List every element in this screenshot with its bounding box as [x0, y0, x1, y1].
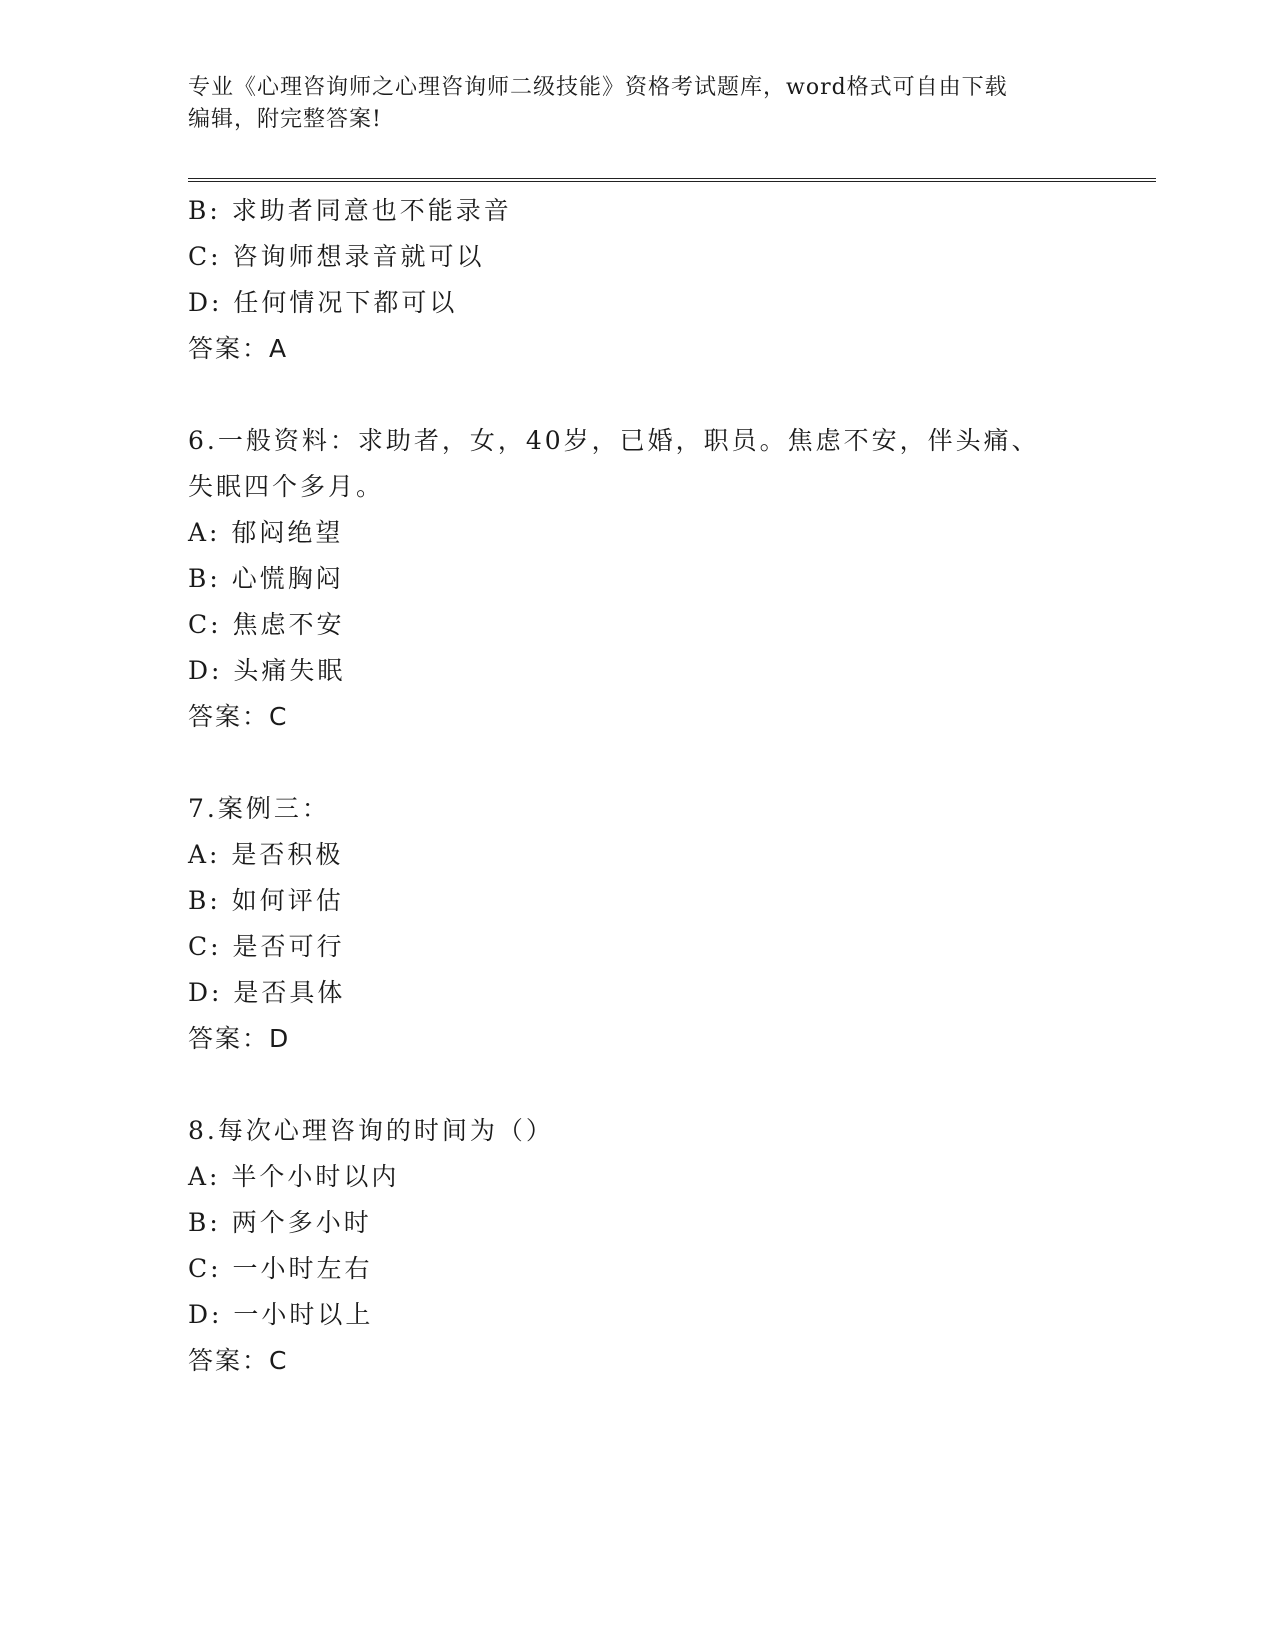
option-d: D: 头痛失眠 — [188, 656, 346, 685]
spacer — [188, 372, 1088, 418]
question-stem-continued: 失眠四个多月。 — [188, 472, 385, 501]
option-b: B: 求助者同意也不能录音 — [188, 196, 512, 225]
answer: 答案：D — [188, 1024, 291, 1053]
answer: 答案：C — [188, 1346, 289, 1375]
question-5-tail — [188, 188, 1088, 372]
option-c: C: 咨询师想录音就可以 — [188, 242, 485, 271]
answer: 答案：A — [188, 334, 289, 363]
option-d: D: 一小时以上 — [188, 1300, 374, 1329]
question-list — [188, 188, 1088, 1384]
header-line-2: 编辑，附完整答案! — [188, 107, 382, 132]
option-b: B: 如何评估 — [188, 886, 344, 915]
question-7 — [188, 786, 1088, 1062]
document-header — [188, 72, 1088, 136]
option-d: D: 是否具体 — [188, 978, 346, 1007]
option-d: D: 任何情况下都可以 — [188, 288, 458, 317]
question-6 — [188, 418, 1088, 740]
spacer — [188, 1062, 1088, 1108]
option-b: B: 两个多小时 — [188, 1208, 372, 1237]
header-line-1: 专业《心理咨询师之心理咨询师二级技能》资格考试题库，word格式可自由下载 — [188, 75, 1008, 100]
question-stem: 8.每次心理咨询的时间为（） — [188, 1116, 554, 1145]
option-a: A: 是否积极 — [188, 840, 344, 869]
spacer — [188, 740, 1088, 786]
answer: 答案：C — [188, 702, 289, 731]
question-stem: 7.案例三： — [188, 794, 330, 823]
header-divider — [188, 178, 1156, 182]
question-8 — [188, 1108, 1088, 1384]
option-c: C: 是否可行 — [188, 932, 345, 961]
option-c: C: 一小时左右 — [188, 1254, 373, 1283]
option-a: A: 郁闷绝望 — [188, 518, 344, 547]
option-b: B: 心慌胸闷 — [188, 564, 344, 593]
question-stem: 6.一般资料：求助者，女，40岁，已婚，职员。焦虑不安，伴头痛、 — [188, 426, 1040, 455]
option-a: A: 半个小时以内 — [188, 1162, 400, 1191]
option-c: C: 焦虑不安 — [188, 610, 345, 639]
